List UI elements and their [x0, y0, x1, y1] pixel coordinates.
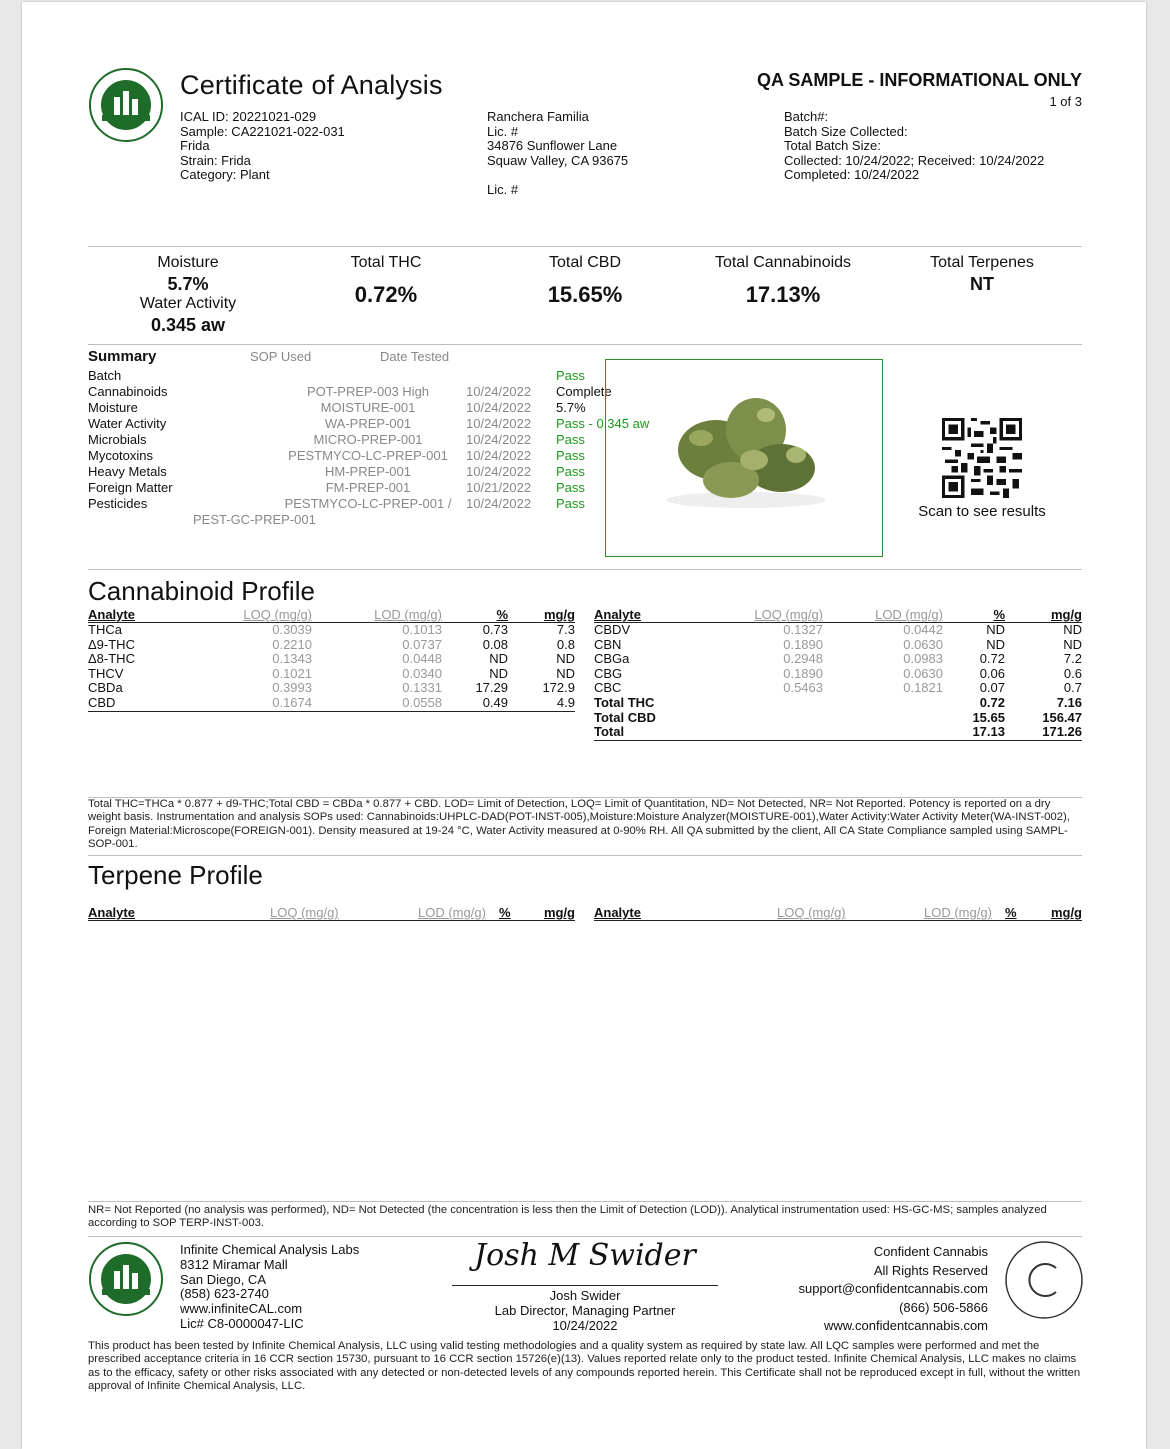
lab-city: San Diego, CA — [180, 1271, 266, 1287]
client-info-line: 34876 Sunflower Lane — [487, 138, 618, 154]
summary-row-date: 10/24/2022 — [466, 448, 532, 463]
mg-cell: 0.8 — [556, 636, 575, 652]
ical-logo-icon — [88, 67, 164, 143]
total-label: Total CBD — [594, 709, 656, 725]
col-loq: LOQ (mg/g) — [188, 607, 312, 623]
loq-cell: 0.1343 — [272, 651, 312, 667]
qa-sample-label: QA SAMPLE - INFORMATIONAL ONLY — [756, 70, 1082, 90]
confident-name: Confident Cannabis — [873, 1244, 988, 1259]
mg-cell: 7.2 — [1063, 651, 1082, 667]
summary-row-sop: MICRO-PREP-001 — [313, 432, 423, 447]
analyte-cell: CBDa — [88, 680, 123, 696]
lod-cell: 0.0983 — [903, 651, 943, 667]
loq-cell: 0.1890 — [783, 636, 823, 652]
col-percent: % — [943, 607, 1005, 623]
summary-row-name: Batch — [88, 368, 122, 383]
summary-row-result: Pass - 0.345 aw — [556, 416, 650, 431]
total-terpenes-value: NT — [970, 274, 994, 294]
total-thc-metric — [286, 254, 486, 308]
summary-row — [88, 464, 608, 480]
percent-cell: 0.73 — [482, 622, 508, 637]
client-info — [487, 110, 628, 198]
summary-row-date: 10/24/2022 — [466, 432, 532, 447]
client-info-line: Ranchera Familia — [487, 109, 589, 124]
terp-col-analyte: Analyte — [594, 905, 641, 920]
batch-info-line: Collected: 10/24/2022; Received: 10/24/2022 — [784, 152, 1045, 168]
summary-row-name: Pesticides — [88, 496, 148, 511]
total-mg: 156.47 — [1042, 709, 1082, 725]
summary-row-sop-cont: PEST-GC-PREP-001 — [193, 512, 316, 527]
client-info-line: Squaw Valley, CA 93675 — [487, 152, 629, 168]
analyte-cell: CBN — [594, 636, 622, 652]
divider — [88, 569, 1082, 570]
summary-row — [88, 448, 608, 464]
signature: Josh M Swider — [474, 1238, 696, 1273]
confident-phone: (866) 506-5866 — [899, 1299, 988, 1315]
divider — [88, 1236, 1082, 1237]
terpene-note: NR= Not Reported (no analysis was performed), ND= Not Detected (the concentration is less then the Limit of Detection (LOD)). Analytical instrumentation used: HS-GC-MS; samples analyzed according to SOP TERP-INST-003. — [88, 1204, 1047, 1230]
client-info-line: Lic. # — [487, 181, 519, 197]
client-info-spacer — [487, 168, 628, 183]
table-row — [594, 667, 1082, 682]
cannabis-bud-image — [606, 360, 881, 555]
col-percent: % — [442, 607, 508, 623]
mg-cell: ND — [1063, 622, 1082, 637]
col-analyte: Analyte — [594, 607, 694, 623]
percent-cell: ND — [489, 665, 508, 681]
lod-cell: 0.0340 — [402, 665, 442, 681]
moisture-label: Moisture — [157, 254, 219, 271]
loq-cell: 0.1021 — [272, 665, 312, 681]
signer-date: 10/24/2022 — [552, 1317, 618, 1333]
table-row — [88, 696, 575, 711]
page-title: Certificate of Analysis — [180, 70, 443, 100]
total-terpenes-metric — [882, 254, 1082, 295]
terp-col-percent: % — [1005, 905, 1017, 920]
terp-col-percent: % — [499, 905, 511, 920]
total-cbd-value: 15.65% — [547, 282, 623, 307]
analyte-cell: Δ8-THC — [88, 651, 135, 667]
lod-cell: 0.1821 — [903, 680, 943, 696]
analyte-cell: CBDV — [594, 622, 631, 637]
client-info-line: Lic. # — [487, 123, 519, 139]
summary-row-result: Pass — [556, 496, 585, 511]
signer-name: Josh Swider — [549, 1288, 621, 1303]
table-row — [594, 623, 1082, 638]
table-row — [594, 681, 1082, 696]
summary-row-result: Pass — [556, 368, 585, 383]
cannabinoid-note: Total THC=THCa * 0.877 + d9-THC;Total CBD = CBDa * 0.877 + CBD. LOD= Limit of Detection, LOQ= Limit of Quantitation, ND= Not Detected, NR= Not Reported. Potency is reported on a dry weight basis. Instrumentation and analysis SOPs used: Cannabinoids:UHPLC-DAD(POT-INST-005),Moisture:Moisture Analyzer(MOISTURE-001),Water Activity:Water Activity Meter(WA-INST-002), Foreign Material:Microscope(FOREIGN-001). Density measured at 19-24 °C, Water Activity measured at 0-90% RH. All QA submitted by the client, All CA State Compliance sampled using SAMPL-SOP-001. — [88, 798, 1070, 851]
mg-cell: ND — [556, 665, 575, 681]
table-row — [88, 667, 575, 682]
ical-logo-icon — [88, 1241, 164, 1317]
signature-line — [452, 1285, 718, 1286]
terp-col-analyte: Analyte — [88, 905, 135, 920]
lod-cell: 0.0442 — [903, 622, 943, 637]
analyte-cell: Δ9-THC — [88, 636, 135, 652]
summary-row — [88, 368, 608, 384]
batch-info-line: Batch Size Collected: — [784, 123, 908, 139]
col-analyte: Analyte — [88, 607, 188, 623]
summary-col-date: Date Tested — [380, 349, 450, 364]
percent-cell: ND — [986, 622, 1005, 637]
total-cbd-metric — [485, 254, 685, 308]
moisture-metric — [88, 254, 288, 336]
summary-row-sop: MOISTURE-001 — [320, 400, 416, 415]
terpene-profile-title: Terpene Profile — [88, 860, 263, 890]
total-cannabinoids-metric — [683, 254, 883, 308]
moisture-value: 5.7% — [167, 274, 209, 294]
mg-cell: 4.9 — [508, 696, 575, 711]
total-row — [594, 725, 1082, 740]
terpene-header-right — [594, 905, 1082, 921]
summary-row-name: Heavy Metals — [88, 464, 167, 479]
lab-phone: (858) 623-2740 — [180, 1286, 269, 1302]
summary-col-sop: SOP Used — [250, 349, 312, 364]
terp-col-lod: LOD (mg/g) — [924, 905, 992, 920]
total-cannabinoids-value: 17.13% — [745, 282, 821, 307]
empty-cell — [823, 725, 943, 740]
summary-row-name: Water Activity — [88, 416, 167, 431]
table-row — [88, 652, 575, 667]
mg-cell: ND — [1063, 636, 1082, 652]
terp-col-loq: LOQ (mg/g) — [270, 905, 339, 920]
total-cbd-label: Total CBD — [548, 254, 622, 271]
qr-caption: Scan to see results — [918, 503, 1046, 520]
loq-cell: 0.2948 — [783, 651, 823, 667]
total-mg: 171.26 — [1005, 725, 1082, 740]
summary-row-date: 10/24/2022 — [466, 400, 532, 415]
percent-cell: 17.29 — [475, 680, 508, 696]
col-mg: mg/g — [1005, 607, 1082, 623]
confident-website[interactable]: www.confidentcannabis.com — [823, 1318, 988, 1334]
sample-info-line: Strain: Frida — [180, 152, 251, 168]
summary-row-name: Moisture — [88, 400, 138, 415]
summary-row-result: Pass — [556, 464, 585, 479]
cannabinoid-table-left — [88, 607, 575, 712]
summary-row-date: 10/24/2022 — [466, 496, 532, 511]
lod-cell: 0.0448 — [402, 651, 442, 667]
summary-row-sop: FM-PREP-001 — [325, 480, 411, 495]
summary-table — [88, 348, 650, 538]
total-terpenes-label: Total Terpenes — [930, 254, 1034, 271]
sample-info-line: Category: Plant — [180, 167, 270, 183]
terpene-header-left — [88, 905, 575, 921]
summary-title: Summary — [88, 348, 157, 365]
col-loq: LOQ (mg/g) — [694, 607, 823, 623]
loq-cell: 0.1327 — [783, 622, 823, 637]
total-row — [594, 711, 1082, 726]
confident-contact — [798, 1243, 988, 1336]
percent-cell: ND — [986, 636, 1005, 652]
terp-col-loq: LOQ (mg/g) — [777, 905, 846, 920]
lab-contact — [180, 1243, 359, 1332]
cannabinoid-left-rows — [88, 623, 575, 712]
summary-row-result: Complete — [556, 384, 612, 399]
summary-row-date: 10/24/2022 — [466, 416, 532, 431]
sample-info-line: ICAL ID: 20221021-029 — [180, 109, 317, 124]
summary-row — [88, 432, 608, 448]
divider — [88, 855, 1082, 856]
col-lod: LOD (mg/g) — [312, 607, 442, 623]
divider — [88, 246, 1082, 247]
batch-info-line: Completed: 10/24/2022 — [784, 167, 920, 183]
mg-cell: ND — [556, 651, 575, 667]
lod-cell: 0.0630 — [903, 636, 943, 652]
summary-row-date: 10/21/2022 — [466, 480, 532, 495]
empty-cell — [694, 725, 823, 740]
empty-cell — [694, 696, 823, 711]
empty-cell — [823, 696, 943, 711]
total-row — [594, 696, 1082, 711]
divider — [88, 344, 1082, 345]
confident-email[interactable]: support@confidentcannabis.com — [798, 1281, 988, 1297]
batch-info-line: Batch#: — [784, 109, 829, 124]
summary-row-name: Foreign Matter — [88, 480, 173, 495]
loq-cell: 0.1674 — [188, 696, 312, 711]
water-activity-label: Water Activity — [139, 295, 237, 312]
sample-info-line: Sample: CA221021-022-031 — [180, 123, 345, 139]
analyte-cell: CBD — [88, 696, 188, 711]
summary-row-sop: PESTMYCO-LC-PREP-001 / — [284, 496, 452, 511]
analyte-cell: THCa — [88, 622, 122, 637]
signer-block — [452, 1289, 718, 1333]
cannabinoid-profile-title: Cannabinoid Profile — [88, 576, 315, 606]
total-cannabinoids-label: Total Cannabinoids — [714, 254, 852, 271]
total-percent: 17.13 — [943, 725, 1005, 740]
summary-row-sop: HM-PREP-001 — [325, 464, 411, 479]
analyte-cell: CBC — [594, 680, 622, 696]
loq-cell: 0.5463 — [783, 680, 823, 696]
lod-cell: 0.1013 — [402, 622, 442, 637]
percent-cell: 0.06 — [979, 665, 1005, 681]
mg-cell: 0.6 — [1063, 665, 1082, 681]
loq-cell: 0.3039 — [272, 622, 312, 637]
summary-row-sop: POT-PREP-003 High — [306, 384, 430, 399]
analyte-cell: THCV — [88, 665, 124, 681]
terp-col-lod: LOD (mg/g) — [418, 905, 486, 920]
col-mg: mg/g — [508, 607, 575, 623]
summary-row-result: Pass — [556, 432, 585, 447]
cannabinoid-right-rows — [594, 623, 1082, 741]
mg-cell: 172.9 — [542, 680, 575, 696]
summary-row-result: 5.7% — [556, 400, 586, 415]
table-row — [88, 638, 575, 653]
disclaimer: This product has been tested by Infinite Chemical Analysis, LLC using valid testing methodologies and a quality system as required by state law. All LQC samples were performed and met the prescribed acceptance criteria in 16 CCR section 15730, pursuant to 16 CCR section 15726(e)(13). Values reported relate only to the product tested. Infinite Chemical Analysis, LLC makes no claims as to the efficacy, safety or other risks associated with any detected or non-detected levels of any compounds reported herein. This Certificate shall not be reproduced except in full, without the written approval of Infinite Chemical Analysis, LLC. — [88, 1340, 1081, 1393]
loq-cell: 0.1890 — [783, 665, 823, 681]
lab-name: Infinite Chemical Analysis Labs — [180, 1242, 360, 1257]
total-thc-label: Total THC — [350, 254, 422, 271]
analyte-cell: CBG — [594, 665, 623, 681]
divider — [88, 1201, 1082, 1202]
summary-row-sop: WA-PREP-001 — [324, 416, 412, 431]
col-lod: LOD (mg/g) — [823, 607, 943, 623]
summary-row — [88, 384, 612, 400]
confident-rights: All Rights Reserved — [873, 1262, 988, 1278]
empty-cell — [823, 711, 943, 726]
sample-info-line: Frida — [180, 138, 210, 154]
total-label: Total — [594, 725, 694, 740]
analyte-cell: CBGa — [594, 651, 630, 667]
table-row — [88, 623, 575, 638]
summary-row — [88, 400, 608, 416]
sample-photo — [605, 359, 883, 557]
total-mg: 7.16 — [1056, 694, 1082, 710]
summary-row-date: 10/24/2022 — [466, 464, 532, 479]
mg-cell: 7.3 — [556, 622, 575, 637]
percent-cell: 0.08 — [482, 636, 508, 652]
summary-row-result: Pass — [556, 448, 585, 463]
lod-cell: 0.1331 — [402, 680, 442, 696]
table-row — [594, 652, 1082, 667]
total-percent: 15.65 — [972, 709, 1005, 725]
loq-cell: 0.2210 — [272, 636, 312, 652]
batch-info — [784, 110, 1044, 183]
summary-row-sop: PESTMYCO-LC-PREP-001 — [288, 448, 448, 463]
batch-info-line: Total Batch Size: — [784, 138, 881, 154]
page-number: 1 of 3 — [1049, 94, 1082, 109]
summary-row-cont — [88, 512, 608, 528]
mg-cell: 0.7 — [1063, 680, 1082, 696]
summary-row — [88, 416, 650, 432]
summary-row — [88, 480, 608, 496]
terp-col-mg: mg/g — [543, 905, 575, 920]
sample-info — [180, 110, 345, 183]
summary-row — [88, 496, 608, 512]
summary-row-name: Cannabinoids — [88, 384, 168, 399]
table-row — [88, 681, 575, 696]
signer-role: Lab Director, Managing Partner — [494, 1302, 676, 1318]
lab-website[interactable]: www.infiniteCAL.com — [180, 1301, 303, 1317]
summary-row-date: 10/24/2022 — [466, 384, 532, 399]
percent-cell: 0.49 — [442, 696, 508, 711]
total-label: Total THC — [594, 694, 655, 710]
confident-cannabis-logo-icon — [1004, 1240, 1084, 1320]
lab-license: Lic# C8-0000047-LIC — [180, 1315, 304, 1331]
empty-cell — [694, 711, 823, 726]
table-row — [594, 638, 1082, 653]
summary-row-result: Pass — [556, 480, 585, 495]
lod-cell: 0.0737 — [402, 636, 442, 652]
percent-cell: ND — [489, 651, 508, 667]
loq-cell: 0.3993 — [272, 680, 312, 696]
lab-address: 8312 Miramar Mall — [180, 1256, 288, 1272]
cannabinoid-table-right — [594, 607, 1082, 741]
lod-cell: 0.0558 — [312, 696, 442, 711]
qr-code-icon[interactable] — [942, 418, 1022, 498]
percent-cell: 0.72 — [979, 651, 1005, 667]
summary-row-name: Mycotoxins — [88, 448, 154, 463]
lod-cell: 0.0630 — [903, 665, 943, 681]
percent-cell: 0.07 — [979, 680, 1005, 696]
summary-row-name: Microbials — [88, 432, 147, 447]
total-thc-value: 0.72% — [354, 282, 418, 307]
terp-col-mg: mg/g — [1050, 905, 1082, 920]
water-activity-value: 0.345 aw — [150, 315, 226, 335]
total-percent: 0.72 — [979, 694, 1005, 710]
